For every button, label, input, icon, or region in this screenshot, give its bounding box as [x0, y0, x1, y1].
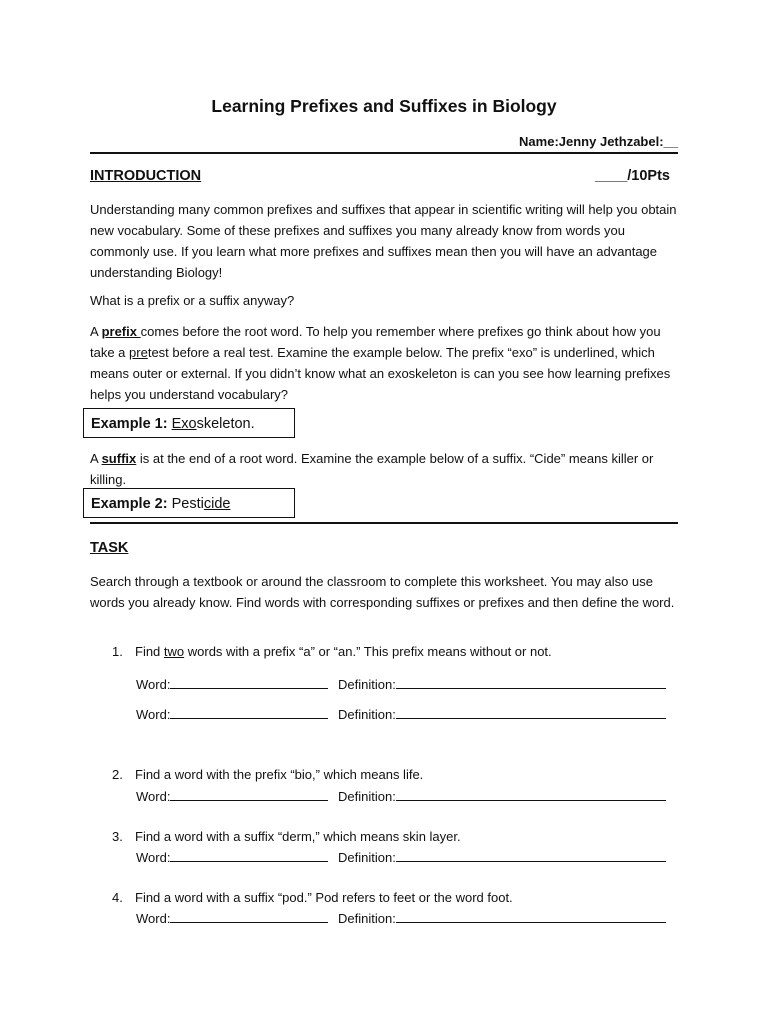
definition-blank[interactable] [396, 707, 666, 719]
points-field: ____/10Pts [595, 168, 670, 184]
word-label: Word: [136, 911, 171, 926]
definition-label: Definition: [338, 850, 396, 865]
item-text-post: words with a prefix “a” or “an.” This prefix means without or not. [184, 644, 552, 659]
item-text-pre: Find a word with the prefix “bio,” which means life. [135, 767, 424, 782]
example-2-suffix: cide [203, 496, 231, 512]
suffix-keyword: suffix [101, 451, 137, 466]
example-1-label: Example 1: [91, 416, 168, 432]
definition-field[interactable] [338, 789, 666, 804]
definition-field[interactable] [338, 707, 666, 722]
divider-top [90, 152, 678, 154]
word-field[interactable] [136, 707, 328, 722]
example-1-box [83, 408, 295, 438]
name-line: Name:Jenny Jethzabel:__ [519, 134, 678, 149]
item-number: 1. [112, 644, 123, 659]
word-field[interactable] [136, 911, 328, 926]
task-item-1 [112, 644, 552, 659]
intro-heading: INTRODUCTION [90, 168, 202, 184]
definition-blank[interactable] [396, 911, 666, 923]
item-text-underlined: two [163, 644, 185, 659]
word-field[interactable] [136, 677, 328, 692]
word-blank[interactable] [170, 677, 328, 689]
word-field[interactable] [136, 850, 328, 865]
word-label: Word: [136, 789, 171, 804]
intro-paragraph [90, 199, 682, 283]
question-text: What is a prefix or a suffix anyway? [90, 293, 295, 308]
intro-paragraph-text: Understanding many common prefixes and suffixes that appear in scientific writing will help you obtain new vocabulary. Some of these prefixes and suffixes you many already know from words you commonly use. If you learn what more prefixes and suffixes mean then you will have an advantage understanding Biology! [90, 202, 677, 280]
task-item-3 [112, 829, 461, 844]
suffix-text: is at the end of a root word. Examine the example below of a suffix. “Cide” means killer or killing. [90, 451, 654, 487]
item-text-pre: Find a word with a suffix “pod.” Pod refers to feet or the word foot. [135, 890, 513, 905]
word-label: Word: [136, 850, 171, 865]
prefix-keyword: prefix [101, 324, 141, 339]
word-blank[interactable] [170, 789, 328, 801]
page-title: Learning Prefixes and Suffixes in Biology [211, 96, 557, 116]
prefix-paragraph [90, 321, 682, 405]
definition-field[interactable] [338, 911, 666, 926]
prefix-a: A [90, 324, 102, 339]
question-line [90, 290, 682, 311]
task-item-2 [112, 767, 423, 782]
example-2-root: Pesti [171, 496, 204, 512]
word-label: Word: [136, 707, 171, 722]
item-text-pre: Find [135, 644, 164, 659]
item-text-pre: Find a word with a suffix “derm,” which means skin layer. [135, 829, 461, 844]
word-blank[interactable] [170, 911, 328, 923]
prefix-text-1: comes before the root word. To help you remember where prefixes go think about how you take a [90, 324, 661, 360]
definition-label: Definition: [338, 707, 396, 722]
example-1-prefix: Exo [171, 416, 197, 432]
definition-blank[interactable] [396, 850, 666, 862]
item-number: 2. [112, 767, 123, 782]
task-paragraph [90, 571, 682, 613]
item-number: 4. [112, 890, 123, 905]
example-2-box [83, 488, 295, 518]
suffix-paragraph [90, 448, 682, 490]
task-paragraph-text: Search through a textbook or around the classroom to complete this worksheet. You may also use words you already know. Find words with corresponding suffixes or prefixes and then define the word. [90, 574, 675, 610]
task-heading: TASK [90, 540, 129, 556]
prefix-text-2: test before a real test. Examine the example below. The prefix “exo” is underlined, which means outer or external. If you didn’t know what an exoskeleton is can you see how learning prefixes helps you understand vocabulary? [90, 345, 671, 402]
definition-blank[interactable] [396, 677, 666, 689]
definition-label: Definition: [338, 677, 396, 692]
example-1-root: skeleton. [196, 416, 255, 432]
word-field[interactable] [136, 789, 328, 804]
suffix-a: A [90, 451, 102, 466]
word-label: Word: [136, 677, 171, 692]
definition-field[interactable] [338, 677, 666, 692]
definition-label: Definition: [338, 911, 396, 926]
word-blank[interactable] [170, 850, 328, 862]
task-item-4 [112, 890, 513, 905]
example-2-label: Example 2: [91, 496, 168, 512]
definition-label: Definition: [338, 789, 396, 804]
definition-field[interactable] [338, 850, 666, 865]
pre-underlined: pre [129, 345, 148, 360]
definition-blank[interactable] [396, 789, 666, 801]
divider-middle [90, 522, 678, 524]
word-blank[interactable] [170, 707, 328, 719]
item-number: 3. [112, 829, 123, 844]
